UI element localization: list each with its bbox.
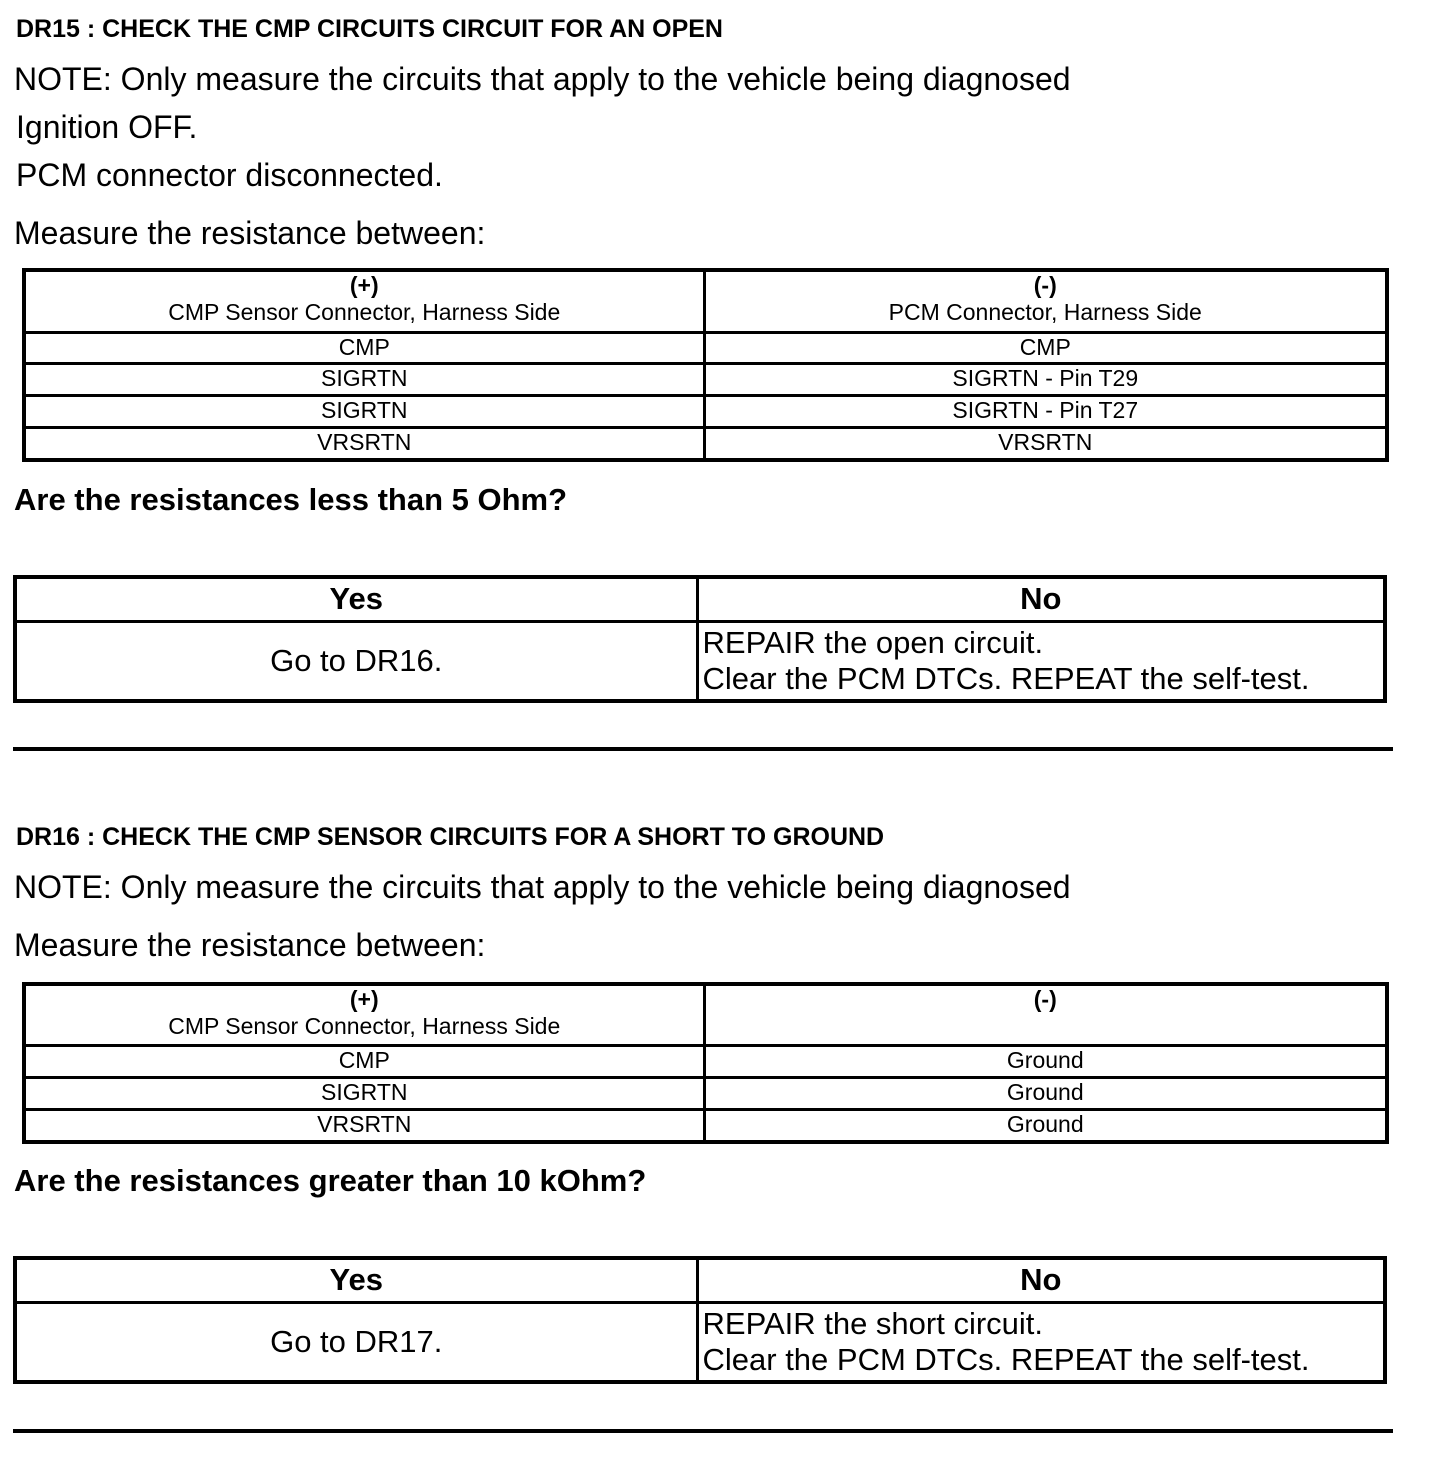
plus-label: CMP Sensor Connector, Harness Side [168, 1013, 561, 1039]
minus-cell: Ground [704, 1077, 1387, 1109]
dr15-note: NOTE: Only measure the circuits that apply to the vehicle being diagnosed [14, 61, 1071, 97]
table-row [24, 395, 1387, 427]
dr16-decision-table [13, 1256, 1387, 1384]
plus-symbol: (+) [349, 272, 379, 298]
no-action [697, 621, 1385, 701]
plus-header-cell [24, 984, 704, 1045]
dr16-note: NOTE: Only measure the circuits that apply to the vehicle being diagnosed [14, 869, 1071, 905]
dr16-heading: DR16 : CHECK THE CMP SENSOR CIRCUITS FOR A SHORT TO GROUND [16, 823, 885, 851]
plus-cell: VRSRTN [24, 427, 704, 460]
dr16-measure-label: Measure the resistance between: [14, 927, 486, 963]
no-action-line-1: REPAIR the open circuit. [702, 624, 1044, 660]
minus-symbol: (-) [1033, 272, 1057, 298]
dr16-question: Are the resistances greater than 10 kOhm? [14, 1163, 647, 1198]
table-row [24, 1109, 1387, 1142]
decision-header-row [15, 577, 1385, 621]
table-row [24, 1077, 1387, 1109]
yes-header: Yes [15, 1258, 697, 1302]
minus-label: PCM Connector, Harness Side [888, 299, 1202, 325]
dr15-step-1: Ignition OFF. [16, 109, 198, 145]
dr15-measure-label: Measure the resistance between: [14, 215, 486, 251]
dr15-measurement-table [22, 268, 1389, 462]
minus-cell: Ground [704, 1109, 1387, 1142]
plus-symbol: (+) [349, 986, 379, 1012]
no-action-line-1: REPAIR the short circuit. [702, 1305, 1044, 1341]
plus-cell: SIGRTN [24, 395, 704, 427]
minus-cell: CMP [704, 332, 1387, 363]
minus-symbol: (-) [1033, 986, 1057, 1012]
table-row [24, 332, 1387, 363]
yes-action: Go to DR16. [15, 621, 697, 701]
dr16-measurement-table [22, 982, 1389, 1144]
plus-cell: SIGRTN [24, 1077, 704, 1109]
plus-cell: CMP [24, 1045, 704, 1077]
no-action [697, 1302, 1385, 1382]
table-row [24, 363, 1387, 395]
dr15-decision-table [13, 575, 1387, 703]
section-divider [13, 1429, 1393, 1433]
yes-header: Yes [15, 577, 697, 621]
minus-cell: Ground [704, 1045, 1387, 1077]
table-header-row [24, 984, 1387, 1045]
minus-header-cell [704, 270, 1387, 332]
dr15-heading: DR15 : CHECK THE CMP CIRCUITS CIRCUIT FOR AN OPEN [16, 15, 723, 43]
decision-action-row [15, 621, 1385, 701]
table-row [24, 1045, 1387, 1077]
plus-cell: SIGRTN [24, 363, 704, 395]
plus-cell: VRSRTN [24, 1109, 704, 1142]
table-header-row [24, 270, 1387, 332]
dr15-step-2: PCM connector disconnected. [16, 157, 443, 193]
minus-header-cell [704, 984, 1387, 1045]
decision-header-row [15, 1258, 1385, 1302]
minus-cell: VRSRTN [704, 427, 1387, 460]
decision-action-row [15, 1302, 1385, 1382]
table-row [24, 427, 1387, 460]
no-action-line-2: Clear the PCM DTCs. REPEAT the self-test. [702, 1341, 1310, 1377]
no-header: No [697, 1258, 1385, 1302]
plus-cell: CMP [24, 332, 704, 363]
plus-label: CMP Sensor Connector, Harness Side [168, 299, 561, 325]
dr15-question: Are the resistances less than 5 Ohm? [14, 482, 568, 517]
plus-header-cell [24, 270, 704, 332]
minus-cell: SIGRTN - Pin T29 [704, 363, 1387, 395]
no-header: No [697, 577, 1385, 621]
minus-cell: SIGRTN - Pin T27 [704, 395, 1387, 427]
yes-action: Go to DR17. [15, 1302, 697, 1382]
section-divider [13, 747, 1393, 751]
no-action-line-2: Clear the PCM DTCs. REPEAT the self-test. [702, 660, 1310, 696]
